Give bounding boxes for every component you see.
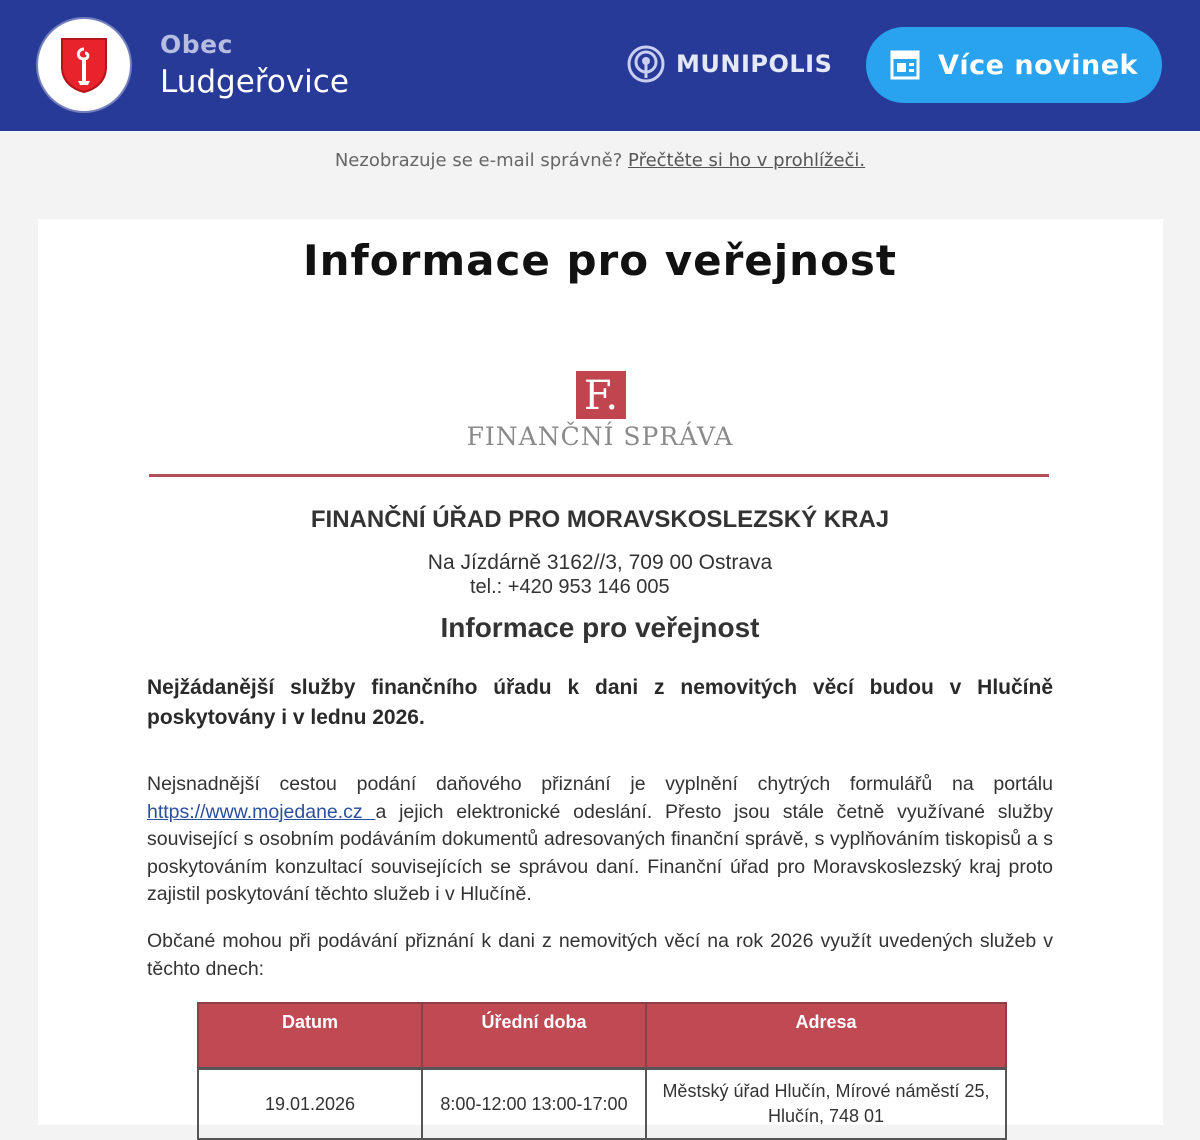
office-address: Na Jízdárně 3162//3, 709 00 Ostrava (427, 551, 773, 574)
munipolis-logo[interactable] (626, 44, 832, 84)
financni-sprava-logo-text: FINANČNÍ SPRÁVA (466, 422, 734, 451)
cell-address-line-1: Městský úřad Hlučín, Mírové náměstí 25, (662, 1081, 990, 1101)
document-divider (149, 474, 1049, 477)
newspaper-icon (890, 50, 920, 80)
column-header-hours: Úřední doba (422, 1003, 646, 1069)
document-paragraph-1 (147, 771, 1053, 909)
table-header-row (198, 1003, 1006, 1069)
financni-sprava-logo-mark: F. (576, 371, 626, 419)
office-phone: tel.: +420 953 146 005 (470, 576, 670, 598)
document-lead: Nejžádanější služby finančního úřadu k dani z nemovitých věcí budou v Hlučíně poskytovány i v lednu 2026. (147, 676, 1053, 729)
table-row (198, 1069, 1006, 1140)
cell-date: 19.01.2026 (198, 1069, 422, 1140)
town-name: Ludgeřovice (160, 64, 349, 100)
view-in-browser-notice (0, 150, 1200, 171)
document-paragraph-2: Občané mohou při podávání přiznání k dani z nemovitých věcí na rok 2026 využít uvedených služeb v těchto dnech: (147, 930, 1053, 980)
more-news-button[interactable] (866, 27, 1162, 103)
coat-of-arms-icon (60, 37, 108, 93)
cell-address-line-2: Hlučín, 748 01 (767, 1106, 885, 1126)
office-name: FINANČNÍ ÚŘAD PRO MORAVSKOSLEZSKÝ KRAJ (310, 506, 890, 533)
view-in-browser-link[interactable]: Přečtěte si ho v prohlížeči. (628, 150, 866, 171)
munipolis-brand-name: MUNIPOLIS (676, 50, 833, 78)
content-card (38, 219, 1163, 1125)
column-header-date: Datum (198, 1003, 422, 1069)
document-title: Informace pro veřejnost (440, 612, 760, 643)
mojedane-link[interactable]: https://www.mojedane.cz (147, 800, 376, 823)
article-title: Informace pro veřejnost (302, 236, 898, 285)
schedule-table (197, 1002, 1007, 1140)
paragraph-1-start: Nejsnadnější cestou podání daňového přiznání je vyplnění chytrých formulářů na portálu (147, 773, 1053, 795)
more-news-label: Více novinek (938, 49, 1138, 81)
header-bar (0, 0, 1200, 131)
cell-hours: 8:00-12:00 13:00-17:00 (422, 1069, 646, 1140)
cell-address (646, 1069, 1006, 1140)
column-header-address: Adresa (646, 1003, 1006, 1069)
notice-text: Nezobrazuje se e-mail správně? (334, 150, 623, 171)
municipality-type-label: Obec (160, 30, 233, 59)
town-crest[interactable] (38, 19, 130, 111)
paragraph-1-rest: a jejich elektronické odeslání. Přesto jsou stále četně využívané služby související s osobním podáváním dokumentů adresovaných finanční správě, s vyplňováním tiskopisů a s poskytováním konzultací souvisejících se správou daní. Finanční úřad pro Moravskoslezský kraj proto zajistil poskytování těchto služeb i v Hlučíně. (147, 800, 1054, 905)
broadcast-icon (626, 44, 666, 84)
